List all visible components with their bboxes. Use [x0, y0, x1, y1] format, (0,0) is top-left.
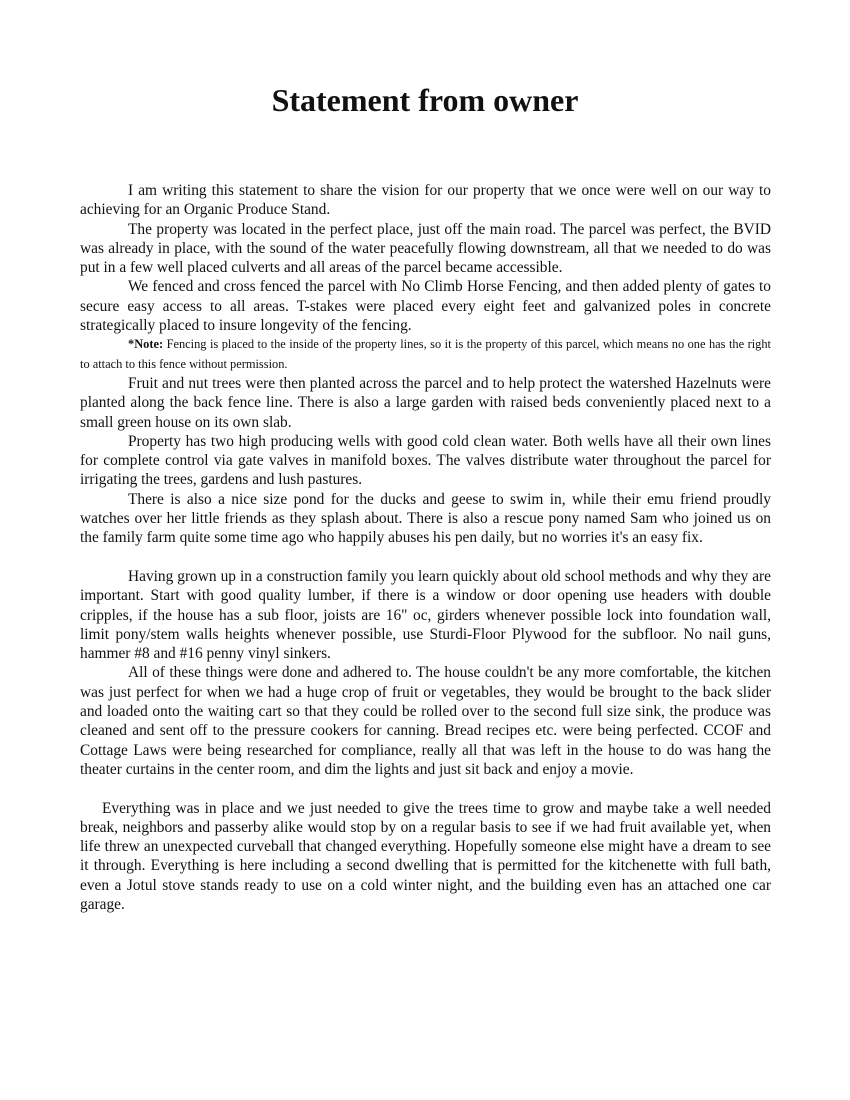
paragraph-trees: Fruit and nut trees were then planted across the parcel and to help protect the watershed Hazelnuts were planted along the back fence line. There is also a large garden with raised beds conveniently placed next to a small green house on its own slab.	[80, 374, 771, 431]
note-label: *Note:	[128, 337, 164, 352]
fencing-note	[80, 335, 771, 374]
paragraph-wells: Property has two high producing wells with good cold clean water. Both wells have all their own lines for complete control via gate valves in manifold boxes. The valves distribute water throughout the parcel for irrigating the trees, gardens and lush pastures.	[80, 432, 771, 489]
paragraph-location: The property was located in the perfect place, just off the main road. The parcel was perfect, the BVID was already in place, with the sound of the water peacefully flowing downstream, all that we needed to do was put in a few well placed culverts and all areas of the parcel became accessible.	[80, 220, 771, 277]
paragraph-house: All of these things were done and adhered to. The house couldn't be any more comfortable, the kitchen was just perfect for when we had a huge crop of fruit or vegetables, they would be brought to the back slider and loaded onto the waiting cart so that they could be rolled over to the second full size sink, the produce was cleaned and sent off to the pressure cookers for canning. Bread recipes etc. were being perfected. CCOF and Cottage Laws were being researched for compliance, really all that was left in the house to do was hang the theater curtains in the center room, and dim the lights and just sit back and enjoy a movie.	[80, 664, 771, 778]
paragraph-fencing: We fenced and cross fenced the parcel with No Climb Horse Fencing, and then added plenty of gates to secure easy access to all areas. T-stakes were placed every eight feet and galvanized poles in concrete strategically placed to insure longevity of the fencing.	[80, 278, 771, 335]
paragraph-intro: I am writing this statement to share the vision for our property that we once were well on our way to achieving for an Organic Produce Stand.	[80, 182, 771, 219]
note-text: Fencing is placed to the inside of the property lines, so it is the property of this parcel, which means no one has the right to attach to this fence without permission.	[80, 337, 771, 371]
paragraph-construction: Having grown up in a construction family you learn quickly about old school methods and why they are important. Start with good quality lumber, if there is a window or door opening use headers with double cripples, if the house has a sub floor, joists are 16" oc, girders whenever possible lock into foundation wall, limit pony/stem walls heights whenever possible, use Sturdi-Floor Plywood for the subfloor. No nail guns, hammer #8 and #16 penny vinyl sinkers.	[80, 567, 771, 663]
paragraph-spacer	[80, 779, 771, 798]
paragraph-pond: There is also a nice size pond for the ducks and geese to swim in, while their emu friend proudly watches over her little friends as they splash about. There is also a rescue pony named Sam who joined us on the family farm quite some time ago who happily abuses his pen daily, but no worries it's an easy fix.	[80, 490, 771, 547]
statement-body	[80, 181, 771, 914]
paragraph-closing: Everything was in place and we just needed to give the trees time to grow and maybe take a well needed break, neighbors and passerby alike would stop by on a regular basis to see if we had fruit available yet, when life threw an unexpected curveball that changed everything. Hopefully someone else might have a dream to see it through. Everything is here including a second dwelling that is permitted for the kitchenette with full bath, even a Jotul stove stands ready to use on a cold winter night, and the building even has an attached one car garage.	[80, 799, 771, 913]
page-title: Statement from owner	[271, 82, 579, 118]
paragraph-spacer	[80, 548, 771, 567]
